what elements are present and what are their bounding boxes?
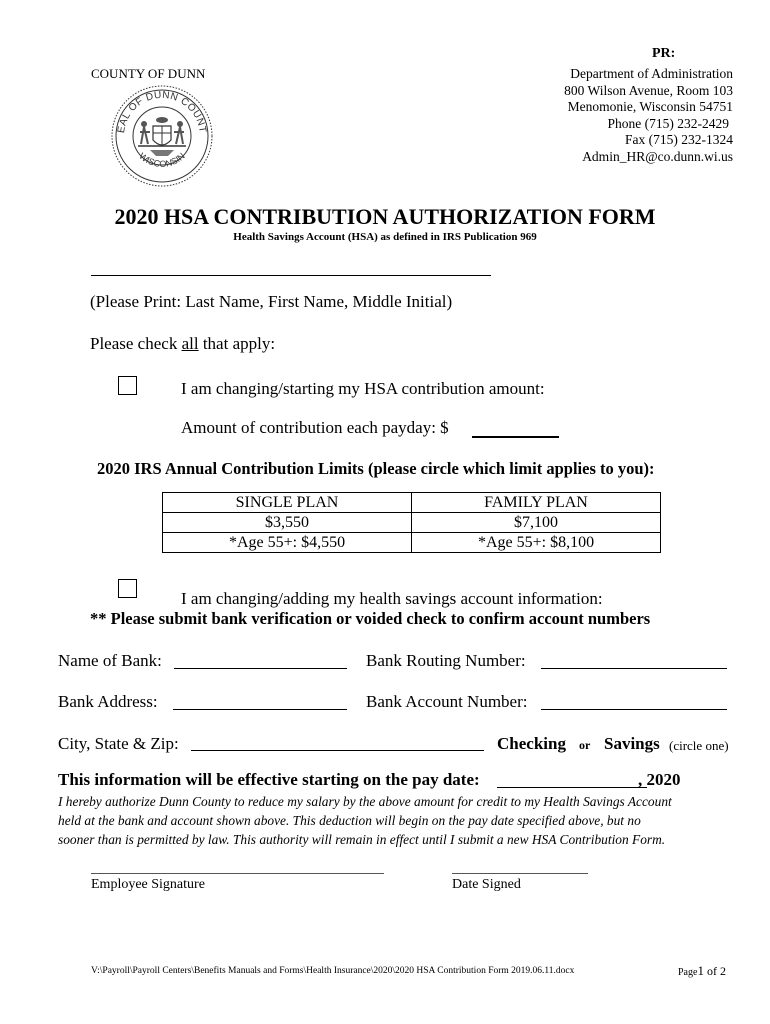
date-signed-line[interactable] bbox=[452, 873, 588, 874]
authorization-text bbox=[58, 792, 672, 849]
check-prompt-all: all bbox=[181, 334, 199, 353]
seal-text-top: EAL OF DUNN COUNT bbox=[116, 89, 208, 134]
authorization-line: I hereby authorize Dunn County to reduce my salary by the above amount for credit to my Health Savings Account bbox=[58, 794, 672, 809]
address-block bbox=[564, 66, 733, 166]
bank-address-label: Bank Address: bbox=[58, 692, 158, 711]
change-account-checkbox[interactable] bbox=[118, 579, 137, 598]
county-seal bbox=[110, 84, 214, 188]
city-state-zip-label: City, State & Zip: bbox=[58, 734, 179, 753]
table-row bbox=[163, 513, 661, 533]
county-name: COUNTY OF DUNN bbox=[91, 66, 206, 81]
effective-year: , 2020 bbox=[638, 770, 681, 789]
bank-verification-note: ** Please submit bank verification or voided check to confirm account numbers bbox=[90, 609, 651, 628]
authorization-line: sooner than is permitted by law. This authority will remain in effect until I submit a new HSA Contribution Form. bbox=[58, 832, 666, 847]
account-number-input-line[interactable] bbox=[541, 709, 727, 710]
change-contribution-checkbox[interactable] bbox=[118, 376, 137, 395]
checking-option[interactable]: Checking bbox=[497, 734, 566, 753]
name-input-line[interactable] bbox=[91, 275, 491, 276]
page-number: 1 bbox=[697, 963, 704, 978]
option2-label: I am changing/adding my health savings account information: bbox=[181, 589, 603, 608]
bank-address-input-line[interactable] bbox=[173, 709, 347, 710]
check-prompt-post: that apply: bbox=[198, 334, 276, 353]
routing-number-label: Bank Routing Number: bbox=[366, 651, 526, 670]
amount-label: Amount of contribution each payday: $ bbox=[181, 418, 449, 437]
family-plan-header[interactable]: FAMILY PLAN bbox=[412, 493, 661, 513]
page-indicator bbox=[678, 963, 726, 979]
limits-table bbox=[162, 492, 661, 553]
single-plan-header[interactable]: SINGLE PLAN bbox=[163, 493, 412, 513]
employee-signature-label: Employee Signature bbox=[91, 877, 205, 892]
family-limit[interactable]: $7,100 bbox=[412, 513, 661, 533]
check-prompt bbox=[90, 334, 275, 354]
amount-input-line[interactable] bbox=[472, 420, 559, 438]
address-line: 800 Wilson Avenue, Room 103 bbox=[564, 82, 733, 98]
limits-heading: 2020 IRS Annual Contribution Limits (please circle which limit applies to you): bbox=[97, 459, 655, 478]
family-catchup-limit[interactable]: *Age 55+: $8,100 bbox=[412, 533, 661, 553]
address-line: Fax (715) 232-1324 bbox=[625, 132, 733, 148]
option1-label: I am changing/starting my HSA contribution amount: bbox=[181, 379, 545, 398]
routing-number-input-line[interactable] bbox=[541, 668, 727, 669]
address-line: Department of Administration bbox=[570, 66, 733, 81]
account-number-label: Bank Account Number: bbox=[366, 692, 528, 711]
footer-file-path: V:\Payroll\Payroll Centers\Benefits Manuals and Forms\Health Insurance\2020\2020 HSA Contribution Form 2019.06.11.docx bbox=[91, 966, 575, 976]
authorization-line: held at the bank and account shown above. This deduction will begin on the pay date specified above, but no bbox=[58, 813, 641, 828]
bank-name-input-line[interactable] bbox=[174, 668, 347, 669]
page-total: of 2 bbox=[703, 964, 726, 978]
form-subtitle: Health Savings Account (HSA) as defined in IRS Publication 969 bbox=[233, 231, 537, 243]
address-line: Menomonie, Wisconsin 54751 bbox=[567, 99, 733, 115]
single-limit[interactable]: $3,550 bbox=[163, 513, 412, 533]
savings-option[interactable]: Savings bbox=[604, 734, 660, 753]
or-label: or bbox=[579, 738, 591, 752]
seal-text-bottom: WISCONSIN bbox=[137, 150, 187, 169]
circle-one-hint: (circle one) bbox=[669, 738, 729, 753]
employee-signature-line[interactable] bbox=[91, 873, 384, 874]
name-caption: (Please Print: Last Name, First Name, Middle Initial) bbox=[90, 292, 453, 311]
check-prompt-pre: Please check bbox=[90, 334, 182, 353]
effective-date-input-line[interactable] bbox=[497, 770, 647, 788]
pr-label: PR: bbox=[652, 46, 676, 61]
table-row bbox=[163, 533, 661, 553]
form-title: 2020 HSA CONTRIBUTION AUTHORIZATION FORM bbox=[114, 204, 656, 229]
page-word: Page bbox=[678, 967, 698, 978]
address-line: Phone (715) 232-2429 bbox=[607, 115, 729, 131]
city-state-zip-input-line[interactable] bbox=[191, 750, 484, 751]
single-catchup-limit[interactable]: *Age 55+: $4,550 bbox=[163, 533, 412, 553]
table-row bbox=[163, 493, 661, 513]
bank-name-label: Name of Bank: bbox=[58, 651, 162, 670]
email-line: Admin_HR@co.dunn.wi.us bbox=[582, 148, 733, 164]
effective-date-label: This information will be effective starting on the pay date: bbox=[58, 770, 480, 789]
date-signed-label: Date Signed bbox=[452, 877, 521, 892]
